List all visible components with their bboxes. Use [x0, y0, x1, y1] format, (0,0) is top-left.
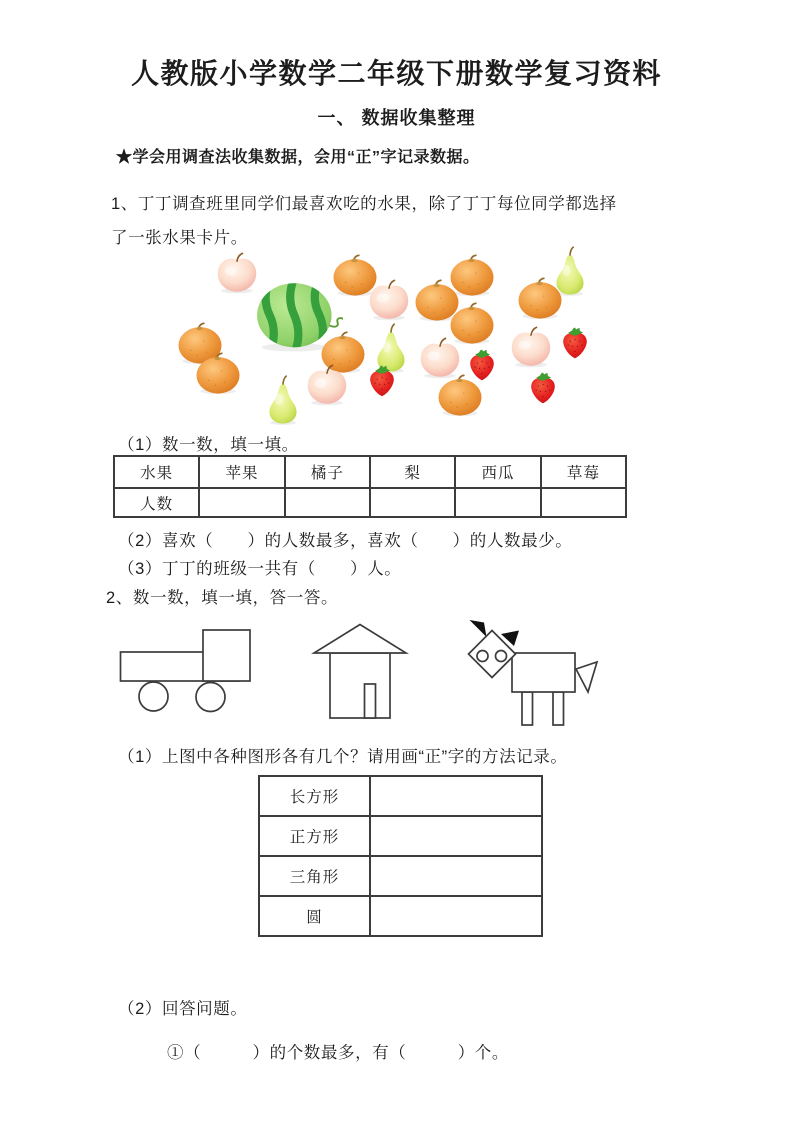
- cow-circle: [477, 651, 488, 662]
- section-heading: 一、 数据收集整理: [317, 108, 476, 128]
- question1-text-line2: 了一张水果卡片。: [111, 229, 248, 247]
- shape-tally-table: [258, 775, 543, 937]
- fruit-table-row-label: 人数: [114, 488, 199, 517]
- fruit-apple-icon: [370, 280, 408, 320]
- cow-rect: [553, 692, 564, 725]
- fruit-table-blank-3: [455, 488, 540, 517]
- shape-table-blank-2: [370, 856, 542, 896]
- shape-table-label-2: 三角形: [259, 856, 370, 896]
- house-rect: [365, 684, 376, 718]
- fruit-strawberry-icon: [531, 373, 555, 403]
- shape-table-label-0: 长方形: [259, 776, 370, 816]
- question2-sub1-label: （1）上图中各种图形各有几个？请用画“正”字的方法记录。: [118, 748, 568, 766]
- fruit-table-header-1: 苹果: [199, 456, 284, 488]
- fruit-apple-icon: [512, 327, 550, 367]
- fruit-orange-icon: [416, 280, 459, 321]
- question2-text: 2、数一数，填一填，答一答。: [106, 589, 339, 607]
- question1-sub3: （3）丁丁的班级一共有（ ）人。: [118, 560, 402, 578]
- house-rect: [330, 653, 390, 718]
- fruit-orange-icon: [322, 332, 365, 373]
- fruit-pear-icon: [377, 324, 404, 373]
- house-figure: [314, 625, 406, 719]
- cow-circle: [496, 651, 507, 662]
- cow-polygon: [470, 620, 487, 637]
- page-title: 人教版小学数学二年级下册数学复习资料: [130, 58, 662, 89]
- shape-table-blank-1: [370, 816, 542, 856]
- fruit-table-blank-1: [285, 488, 370, 517]
- fruit-orange-icon: [451, 255, 494, 296]
- fruit-table-blank-2: [370, 488, 455, 517]
- question2-item1: ①（ ）的个数最多，有（ ）个。: [167, 1044, 509, 1062]
- shape-table-label-3: 圆: [259, 896, 370, 936]
- fruit-table-header-0: 水果: [114, 456, 199, 488]
- fruit-table-header-5: 草莓: [541, 456, 626, 488]
- fruit-orange-icon: [519, 278, 562, 319]
- fruit-orange-icon: [334, 255, 377, 296]
- cow-rect: [522, 692, 533, 725]
- truck-figure: [121, 630, 251, 712]
- fruit-cards-figure: [158, 242, 623, 427]
- fruit-orange-icon: [451, 303, 494, 344]
- fruit-strawberry-icon: [563, 328, 587, 358]
- house-polygon: [314, 625, 406, 654]
- question1-sub1-label: （1）数一数，填一填。: [118, 436, 299, 454]
- question1-text-line1: 1、丁丁调查班里同学们最喜欢吃的水果，除了丁丁每位同学都选择: [111, 195, 617, 213]
- question2-sub2-label: （2）回答问题。: [118, 1000, 248, 1018]
- learning-objective: ★学会用调查法收集数据，会用“正”字记录数据。: [116, 149, 480, 166]
- truck-circle: [196, 683, 225, 712]
- shape-table-label-1: 正方形: [259, 816, 370, 856]
- fruit-table-header-2: 橘子: [285, 456, 370, 488]
- fruit-table-blank-0: [199, 488, 284, 517]
- cow-figure: [469, 620, 598, 725]
- fruit-apple-icon: [421, 338, 459, 378]
- fruit-count-table: [113, 455, 627, 518]
- truck-rect: [203, 630, 250, 681]
- question1-sub2: （2）喜欢（ ）的人数最多，喜欢（ ）的人数最少。: [118, 532, 573, 550]
- fruit-orange-icon: [439, 375, 482, 416]
- fruit-pear-icon: [269, 376, 296, 425]
- shape-table-blank-3: [370, 896, 542, 936]
- fruit-apple-icon: [218, 253, 256, 293]
- fruit-table-header-3: 梨: [370, 456, 455, 488]
- shape-table-blank-0: [370, 776, 542, 816]
- cow-polygon: [576, 662, 597, 692]
- fruit-table-header-4: 西瓜: [455, 456, 540, 488]
- fruit-strawberry-icon: [470, 350, 494, 380]
- fruit-table-blank-4: [541, 488, 626, 517]
- fruit-pear-icon: [556, 247, 583, 296]
- shapes-figure: [100, 610, 620, 732]
- truck-circle: [139, 682, 168, 711]
- cow-rect: [512, 653, 575, 692]
